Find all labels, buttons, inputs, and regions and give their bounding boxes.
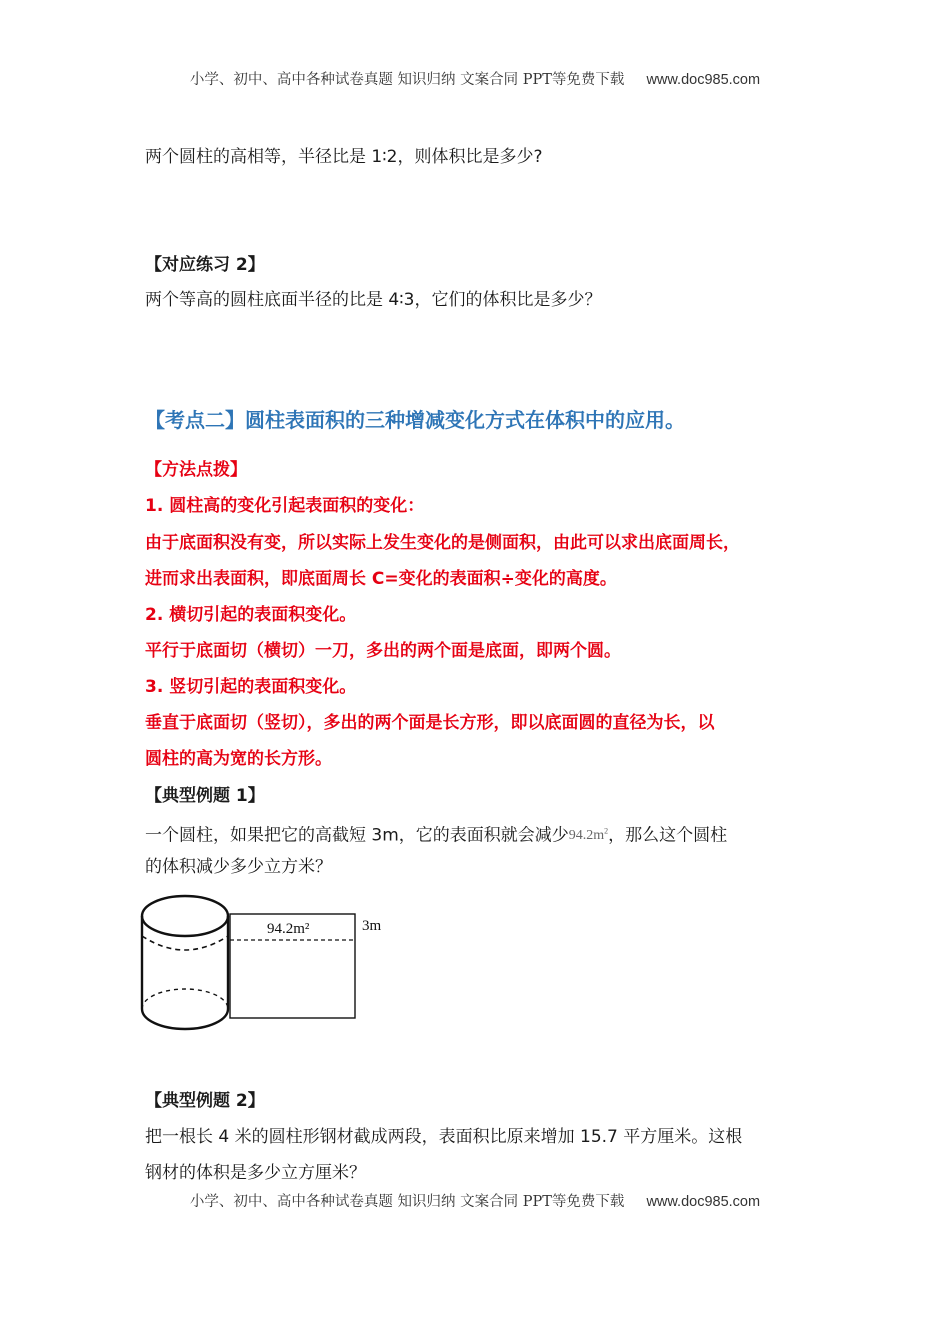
method1-title: 1. 圆柱高的变化引起表面积的变化： [145,496,425,516]
example1-line1 [145,821,727,846]
method3-line1: 垂直于底面切（竖切），多出的两个面是长方形，即以底面圆的直径为长，以 [145,713,715,733]
cylinder-bottom-back [142,989,228,1009]
example2-line1: 把一根长 4 米的圆柱形钢材截成两段，表面积比原来增加 15.7 平方厘米。这根 [145,1127,743,1147]
example1-area-sup: 2 [604,826,609,835]
example1-title: 【典型例题 1】 [145,786,265,806]
cylinder-bottom-front [142,1009,228,1029]
header-site[interactable]: www.doc985.com [646,72,761,88]
method2-title: 2. 横切引起的表面积变化。 [145,605,357,625]
example1-line1-a: 一个圆柱，如果把它的高截短 3m，它的表面积就会减少 [145,825,569,846]
page-footer [0,1190,950,1211]
method-title: 【方法点拨】 [145,460,247,480]
figure-height-label: 3m [362,918,382,934]
footer-site[interactable]: www.doc985.com [646,1194,761,1210]
method1-line2: 进而求出表面积，即底面周长 C=变化的表面积÷变化的高度。 [145,569,617,589]
question-intro: 两个圆柱的高相等，半径比是 1∶2，则体积比是多少? [145,147,543,167]
example1-area-num: 94.2m [568,827,605,843]
cylinder-top-ellipse [142,896,228,936]
example1-line2: 的体积减少多少立方米？ [145,857,332,877]
figure-area-label: 94.2m² [267,921,310,937]
method3-line2: 圆柱的高为宽的长方形。 [145,749,332,769]
header-text: 小学、初中、高中各种试卷真题 知识归纳 文案合同 PPT等免费下载 [189,72,625,88]
footer-text: 小学、初中、高中各种试卷真题 知识归纳 文案合同 PPT等免费下载 [189,1194,625,1210]
practice2-text: 两个等高的圆柱底面半径的比是 4∶3，它们的体积比是多少？ [145,290,602,310]
example2-line2: 钢材的体积是多少立方厘米？ [145,1163,366,1183]
method2-line1: 平行于底面切（横切）一刀，多出的两个面是底面，即两个圆。 [145,641,621,661]
section-title: 【考点二】圆柱表面积的三种增减变化方式在体积中的应用。 [145,408,685,432]
example1-line1-b: ，那么这个圆柱 [608,825,728,846]
example2-title: 【典型例题 2】 [145,1091,265,1111]
practice2-title: 【对应练习 2】 [145,255,265,275]
example1-area [569,828,608,843]
method1-line1: 由于底面积没有变，所以实际上发生变化的是侧面积，由此可以求出底面周长， [145,533,740,553]
method3-title: 3. 竖切引起的表面积变化。 [145,677,357,697]
cylinder-cut-line [142,936,228,950]
page-header [0,68,950,89]
cylinder-figure [140,892,390,1037]
